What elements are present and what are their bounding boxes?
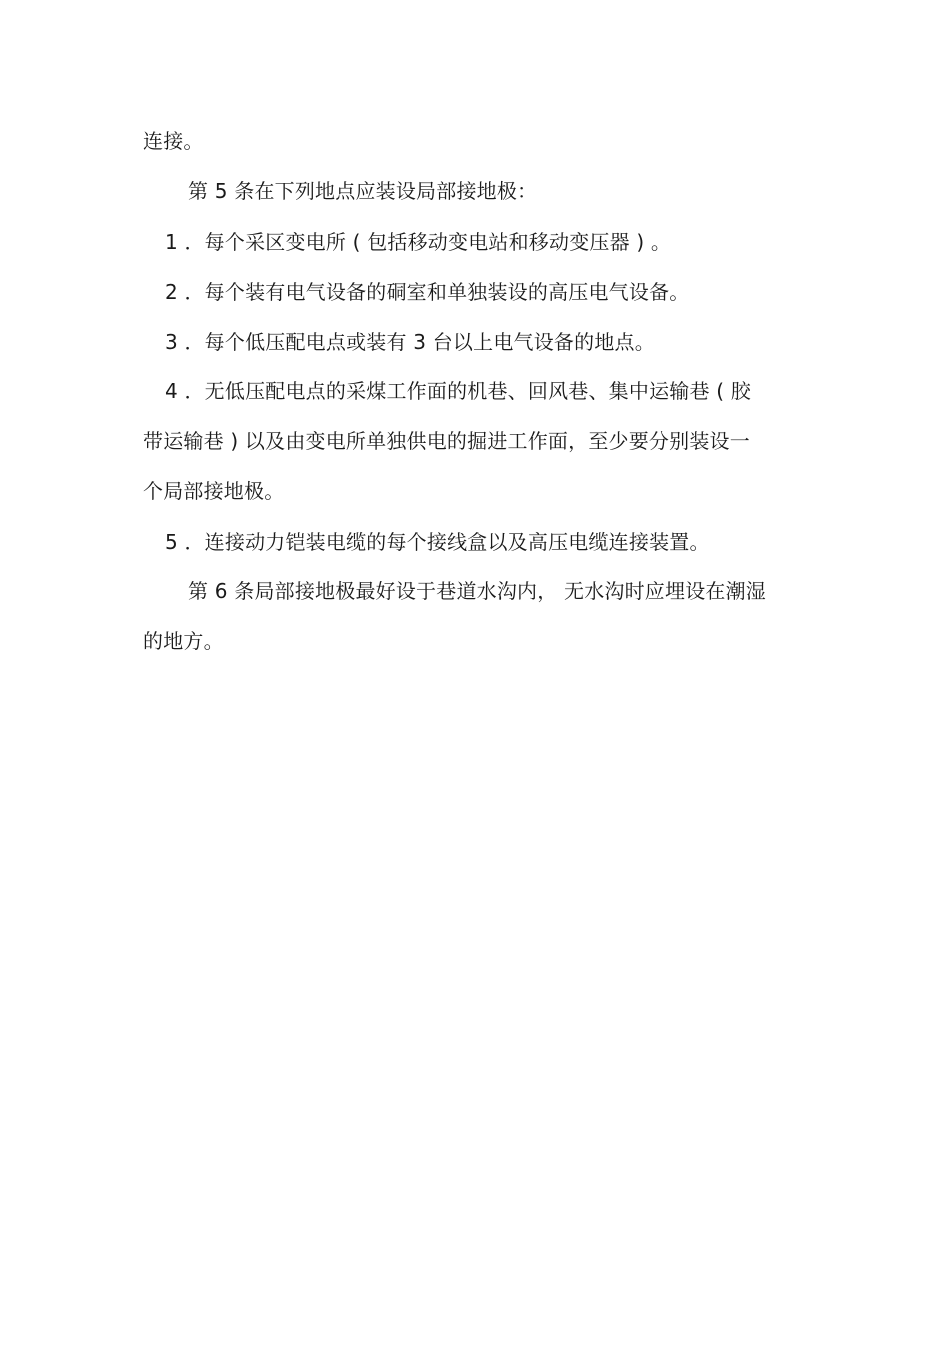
article-5-heading: 第 5 条在下列地点应装设局部接地极： [188,179,538,203]
list-item-2: 2 ．每个装有电气设备的硐室和单独装设的高压电气设备。 [165,280,690,304]
list-item-5: 5 ．连接动力铠装电缆的每个接线盒以及高压电缆连接装置。 [165,530,710,554]
article-6-continued: 的地方。 [143,629,224,653]
list-item-4-continued: 带运输巷 ) 以及由变电所单独供电的掘进工作面，至少要分别装设一 [143,429,750,453]
list-item-4-continued: 个局部接地极。 [143,479,285,503]
list-item-4: 4 ．无低压配电点的采煤工作面的机巷、回风巷、集中运输巷 ( 胶 [165,379,751,403]
text-line: 连接。 [143,129,204,153]
list-item-1: 1 ．每个采区变电所 ( 包括移动变电站和移动变压器 ) 。 [165,230,672,254]
list-item-3: 3 ．每个低压配电点或装有 3 台以上电气设备的地点。 [165,330,655,354]
article-6-paragraph: 第 6 条局部接地极最好设于巷道水沟内， 无水沟时应埋设在潮湿 [188,579,766,603]
